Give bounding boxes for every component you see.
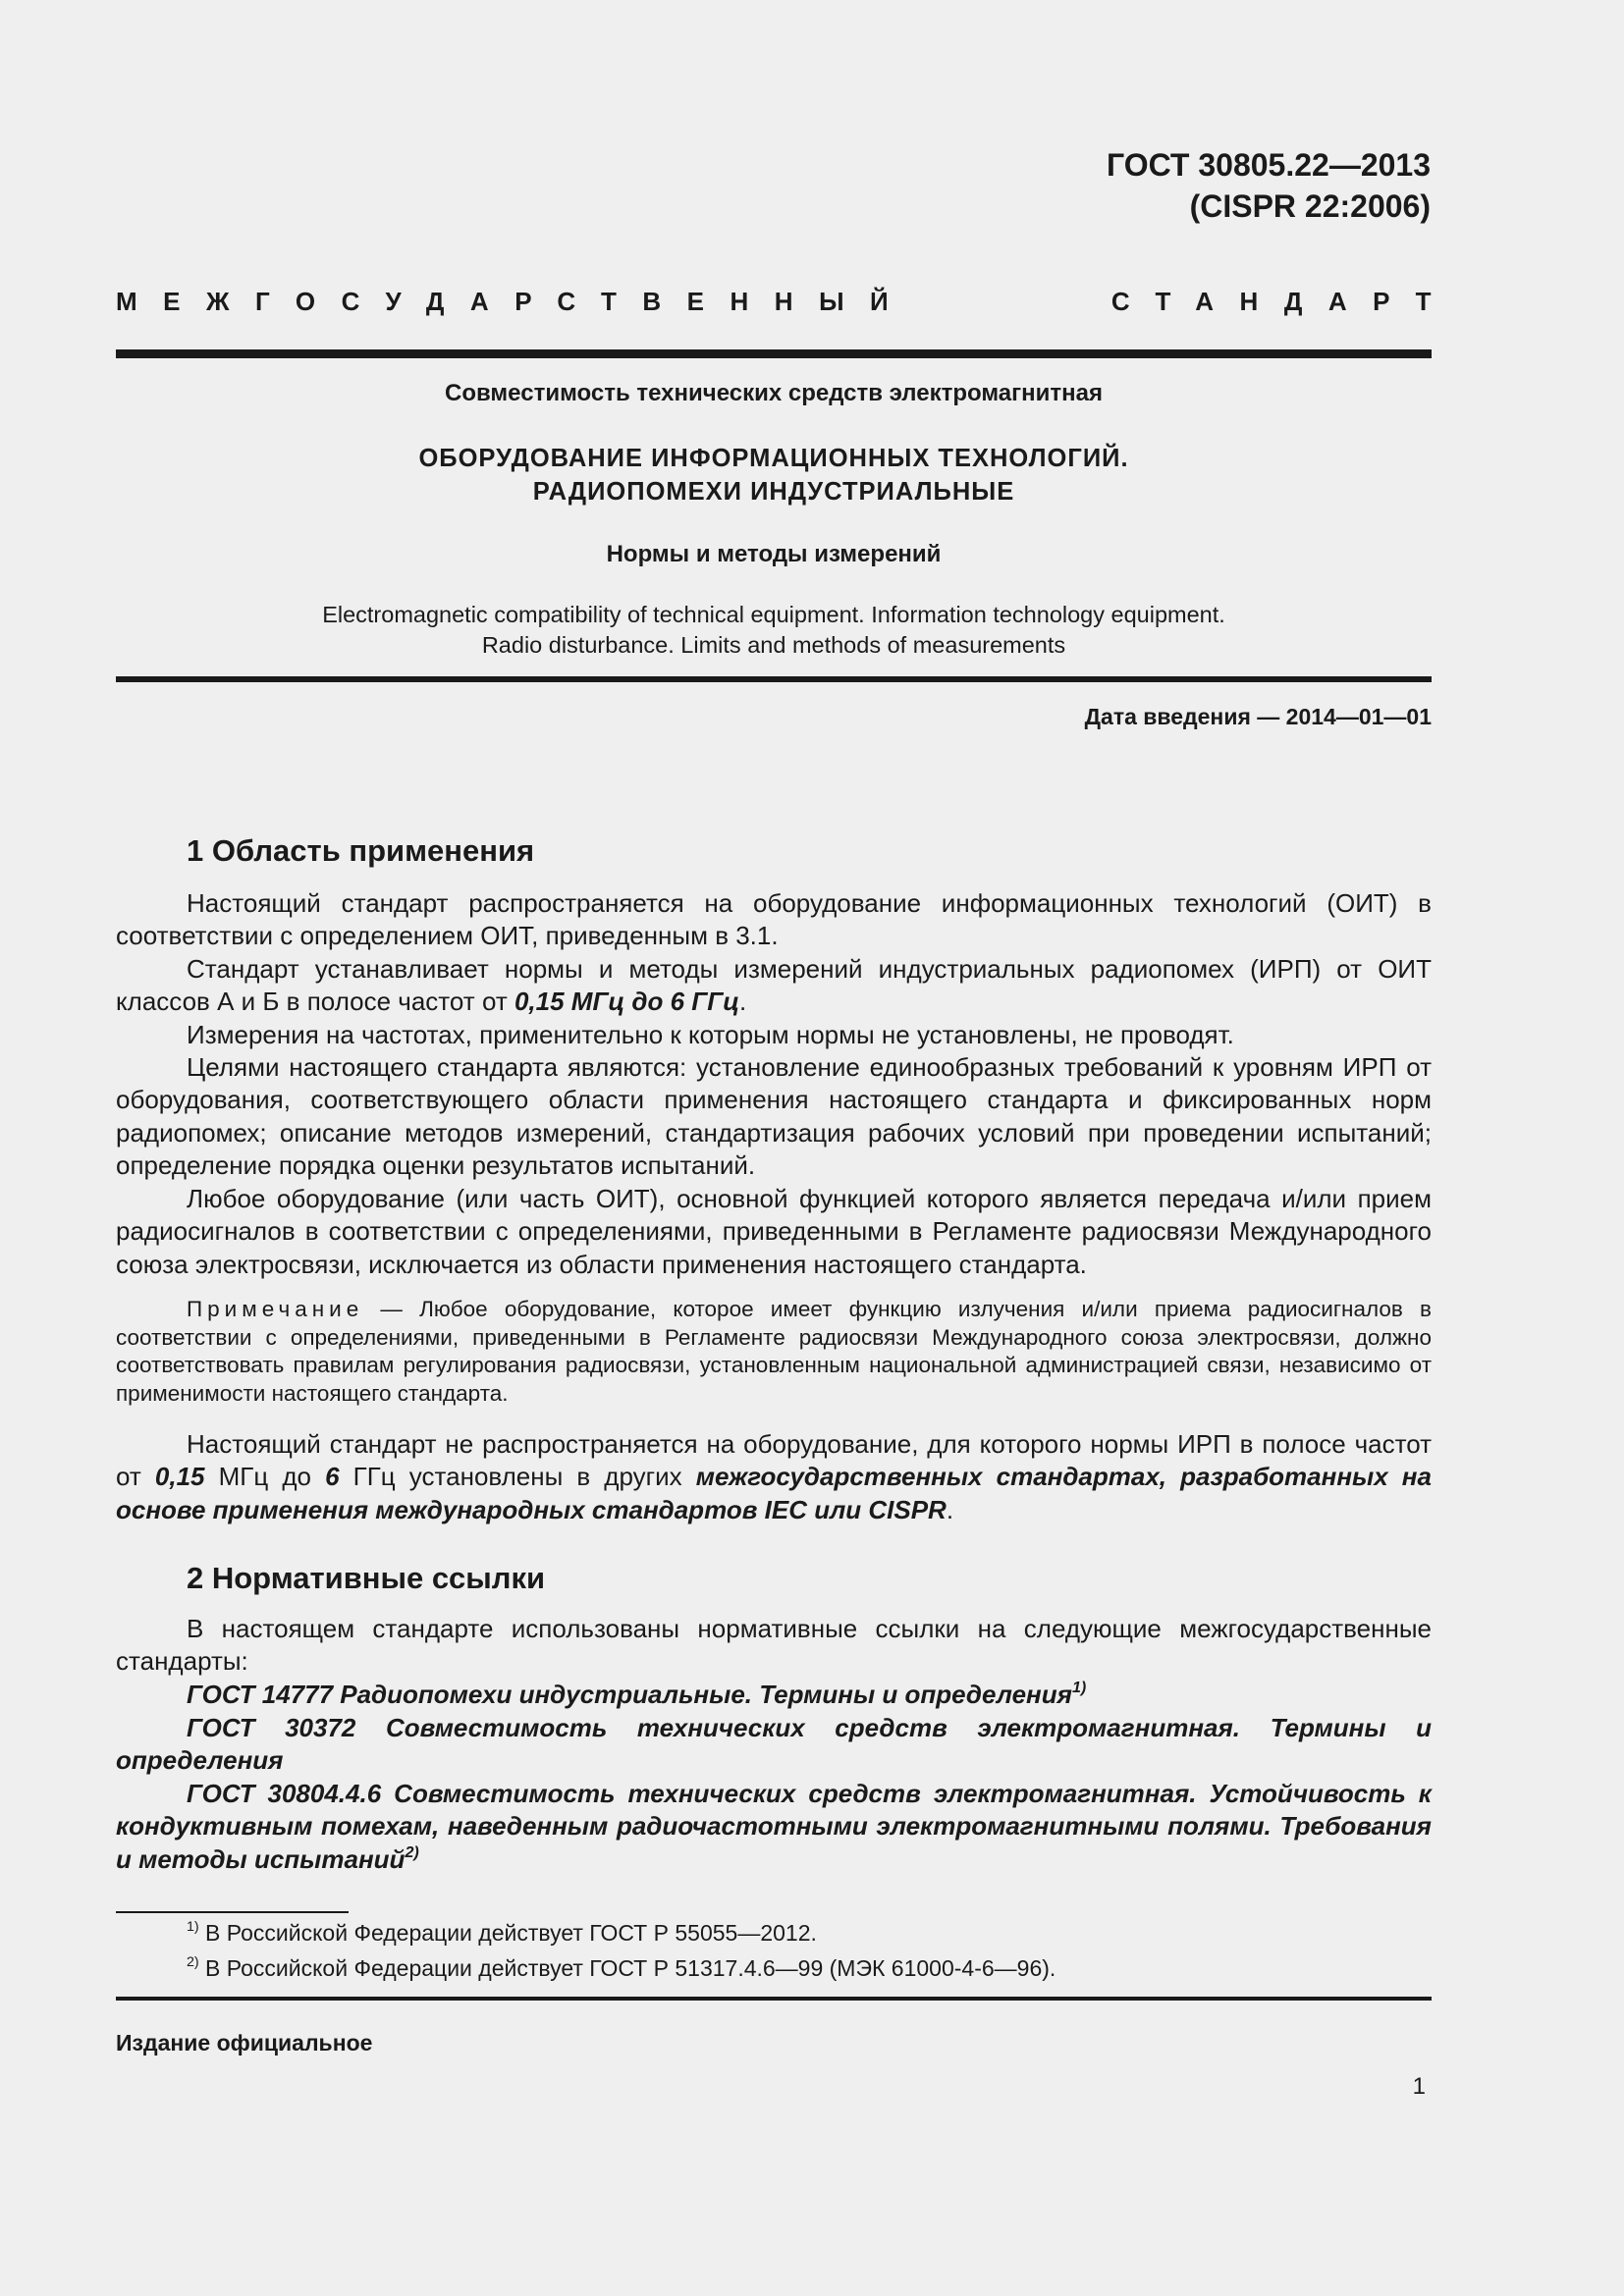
- top-thick-rule: [116, 349, 1432, 358]
- title-line-3: РАДИОПОМЕХИ ИНДУСТРИАЛЬНЫЕ: [532, 478, 1015, 506]
- footnote-2: [187, 1955, 1056, 1982]
- text-run: 6: [325, 1462, 340, 1492]
- section-1-paragraph-1: Настоящий стандарт распространяется на оборудование информационных технологий (ОИТ) в соответствии с определением ОИТ, приведенным в 3.1.: [116, 888, 1432, 951]
- footnote-marker: 1): [187, 1918, 199, 1935]
- section-1-note: [116, 1296, 1432, 1408]
- cispr-reference: (CISPR 22:2006): [1189, 187, 1431, 224]
- footnote-separator: [116, 1911, 349, 1913]
- section-1-paragraph-6: [116, 1428, 1432, 1526]
- introduction-date: Дата введения — 2014—01—01: [1084, 704, 1432, 729]
- note-label: Примечание: [187, 1297, 364, 1321]
- title-bottom-rule: [116, 676, 1432, 682]
- standard-word: СТАНДАРТ: [1110, 287, 1457, 316]
- frequency-range: 0,15 МГц до 6 ГГц: [514, 987, 740, 1017]
- footnote-1: [187, 1920, 817, 1947]
- footnote-text: В Российской Федерации действует ГОСТ Р 51317.4.6—99 (МЭК 61000-4-6—96).: [198, 1955, 1056, 1981]
- section-1-paragraph-3: Измерения на частотах, применительно к которым нормы не установлены, не проводят.: [187, 1020, 1234, 1049]
- text-run: Настоящий стандарт не распространяется на оборудование, для которого нормы ИРП в полосе частот от: [116, 1429, 1432, 1492]
- footer-rule: [116, 1997, 1432, 2001]
- section-1-paragraph-5: Любое оборудование (или часть ОИТ), основной функцией которого является передача и/или прием радиосигналов в соответствии с определениями, приведенными в Регламенте радиосвязи Международного союза электросвязи, исключается из области применения настоящего стандарта.: [116, 1184, 1432, 1279]
- section-1-heading: 1 Область применения: [187, 833, 535, 868]
- text-run: .: [946, 1494, 954, 1524]
- title-main: [116, 442, 1432, 508]
- text-run: МГц до: [204, 1462, 326, 1492]
- text-run: 0,15: [154, 1462, 205, 1492]
- page-number: 1: [1412, 2073, 1426, 2100]
- title-en-line-2: Radio disturbance. Limits and methods of measurements: [481, 632, 1066, 658]
- footnote-marker: 1): [1071, 1678, 1087, 1696]
- reference-text: ГОСТ 14777 Радиопомехи индустриальные. Термины и определения: [187, 1680, 1072, 1709]
- interstate-word: МЕЖГОСУДАРСТВЕННЫЙ: [116, 287, 915, 316]
- reference-text: ГОСТ 30804.4.6 Совместимость технических средств электромагнитная. Устойчивость к кондуктивным помехам, наведенным радиочастотными электромагнитными полями. Требования и методы испытаний: [116, 1779, 1432, 1874]
- section-1-paragraph-4: Целями настоящего стандарта являются: установление единообразных требований к уровням ИРП от оборудования, соответствующего области применения настоящего стандарта и фиксированных норм радиопомех; описание методов измерений, стандартизация рабочих условий при проведении испытаний; определение порядка оценки результатов испытаний.: [116, 1052, 1432, 1181]
- note-text: — Любое оборудование, которое имеет функцию излучения и/или приема радиосигналов в соответствии с определениями, приведенными в Регламенте радиосвязи Международного союза электросвязи, должно соответствовать правилам регулирования радиосвязи, установленным национальной администрацией связи, независимо от применимости настоящего стандарта.: [116, 1297, 1432, 1406]
- reference-gost-30804-4-6: [116, 1778, 1432, 1876]
- text-run: ГГц установлены в других: [339, 1462, 696, 1492]
- title-english: [116, 600, 1432, 661]
- standard-code: [1107, 145, 1431, 227]
- interstate-standards-phrase: межгосударственных стандартах, разработанных на основе применения международных стандартов IEC или CISPR: [116, 1462, 1432, 1524]
- official-edition: Издание официальное: [116, 2030, 373, 2056]
- text-run: .: [739, 987, 747, 1017]
- reference-gost-30372: ГОСТ 30372 Совместимость технических средств электромагнитная. Термины и определения: [116, 1713, 1432, 1776]
- section-1-paragraph-2: [116, 953, 1432, 1019]
- standard-number: ГОСТ 30805.22—2013: [1106, 147, 1431, 183]
- title-en-line-1: Electromagnetic compatibility of technical equipment. Information technology equipment.: [322, 602, 1225, 627]
- footnote-marker: 2): [187, 1953, 199, 1970]
- title-line-1: Совместимость технических средств электромагнитная: [445, 380, 1103, 406]
- title-line-4: Нормы и методы измерений: [606, 541, 942, 567]
- title-line-2: ОБОРУДОВАНИЕ ИНФОРМАЦИОННЫХ ТЕХНОЛОГИЙ.: [418, 445, 1129, 472]
- text-run: Стандарт устанавливает нормы и методы измерений индустриальных радиопомех (ИРП) от ОИТ классов А и Б в полосе частот от: [116, 954, 1432, 1017]
- footnote-text: В Российской Федерации действует ГОСТ Р 55055—2012.: [198, 1920, 817, 1946]
- section-2-paragraph-1: В настоящем стандарте использованы нормативные ссылки на следующие межгосударственные стандарты:: [116, 1614, 1432, 1677]
- reference-gost-14777: [116, 1679, 1432, 1711]
- section-2-heading: 2 Нормативные ссылки: [187, 1561, 546, 1595]
- footnote-marker: 2): [405, 1842, 419, 1861]
